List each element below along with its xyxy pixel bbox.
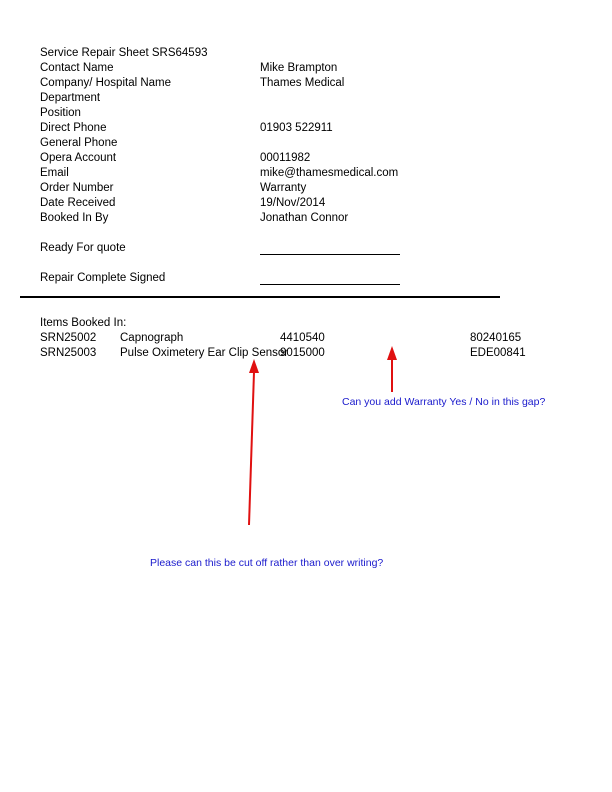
field-label-general-phone: General Phone bbox=[40, 137, 118, 149]
arrow-up-icon bbox=[249, 359, 259, 525]
item-srn: SRN25002 bbox=[40, 332, 97, 344]
item-serial: EDE00841 bbox=[470, 347, 526, 359]
sheet-title: Service Repair Sheet SRS64593 bbox=[40, 47, 208, 59]
item-part-number: 9015000 bbox=[280, 347, 325, 359]
field-value-booked-in-by: Jonathan Connor bbox=[260, 212, 349, 224]
item-serial: 80240165 bbox=[470, 332, 522, 344]
field-label-contact-name: Contact Name bbox=[40, 62, 114, 74]
field-value-contact-name: Mike Brampton bbox=[260, 62, 338, 74]
arrow-up-icon bbox=[387, 346, 397, 392]
field-label-date-received: Date Received bbox=[40, 197, 116, 209]
item-srn: SRN25003 bbox=[40, 347, 97, 359]
repair-complete-label: Repair Complete Signed bbox=[40, 272, 166, 284]
field-value-order-number: Warranty bbox=[260, 182, 307, 194]
items-heading: Items Booked In: bbox=[40, 317, 127, 329]
item-description: Capnograph bbox=[120, 332, 184, 344]
field-label-opera-account: Opera Account bbox=[40, 152, 117, 164]
field-value-company: Thames Medical bbox=[260, 77, 345, 89]
field-label-email: Email bbox=[40, 167, 69, 179]
field-value-opera-account: 00011982 bbox=[260, 152, 311, 164]
field-label-position: Position bbox=[40, 107, 81, 119]
warranty-gap-note: Can you add Warranty Yes / No in this gap? bbox=[342, 396, 546, 408]
field-value-direct-phone: 01903 522911 bbox=[260, 122, 333, 134]
field-value-date-received: 19/Nov/2014 bbox=[260, 197, 326, 209]
field-value-email: mike@thamesmedical.com bbox=[260, 167, 399, 179]
cutoff-note: Please can this be cut off rather than over writing? bbox=[150, 557, 384, 569]
item-description: Pulse Oximetery Ear Clip Sensor bbox=[120, 347, 289, 359]
field-label-direct-phone: Direct Phone bbox=[40, 122, 107, 134]
field-label-company: Company/ Hospital Name bbox=[40, 77, 172, 89]
field-label-booked-in-by: Booked In By bbox=[40, 212, 109, 224]
field-label-department: Department bbox=[40, 92, 101, 104]
ready-for-quote-label: Ready For quote bbox=[40, 242, 126, 254]
field-label-order-number: Order Number bbox=[40, 182, 114, 194]
item-part-number: 4410540 bbox=[280, 332, 325, 344]
